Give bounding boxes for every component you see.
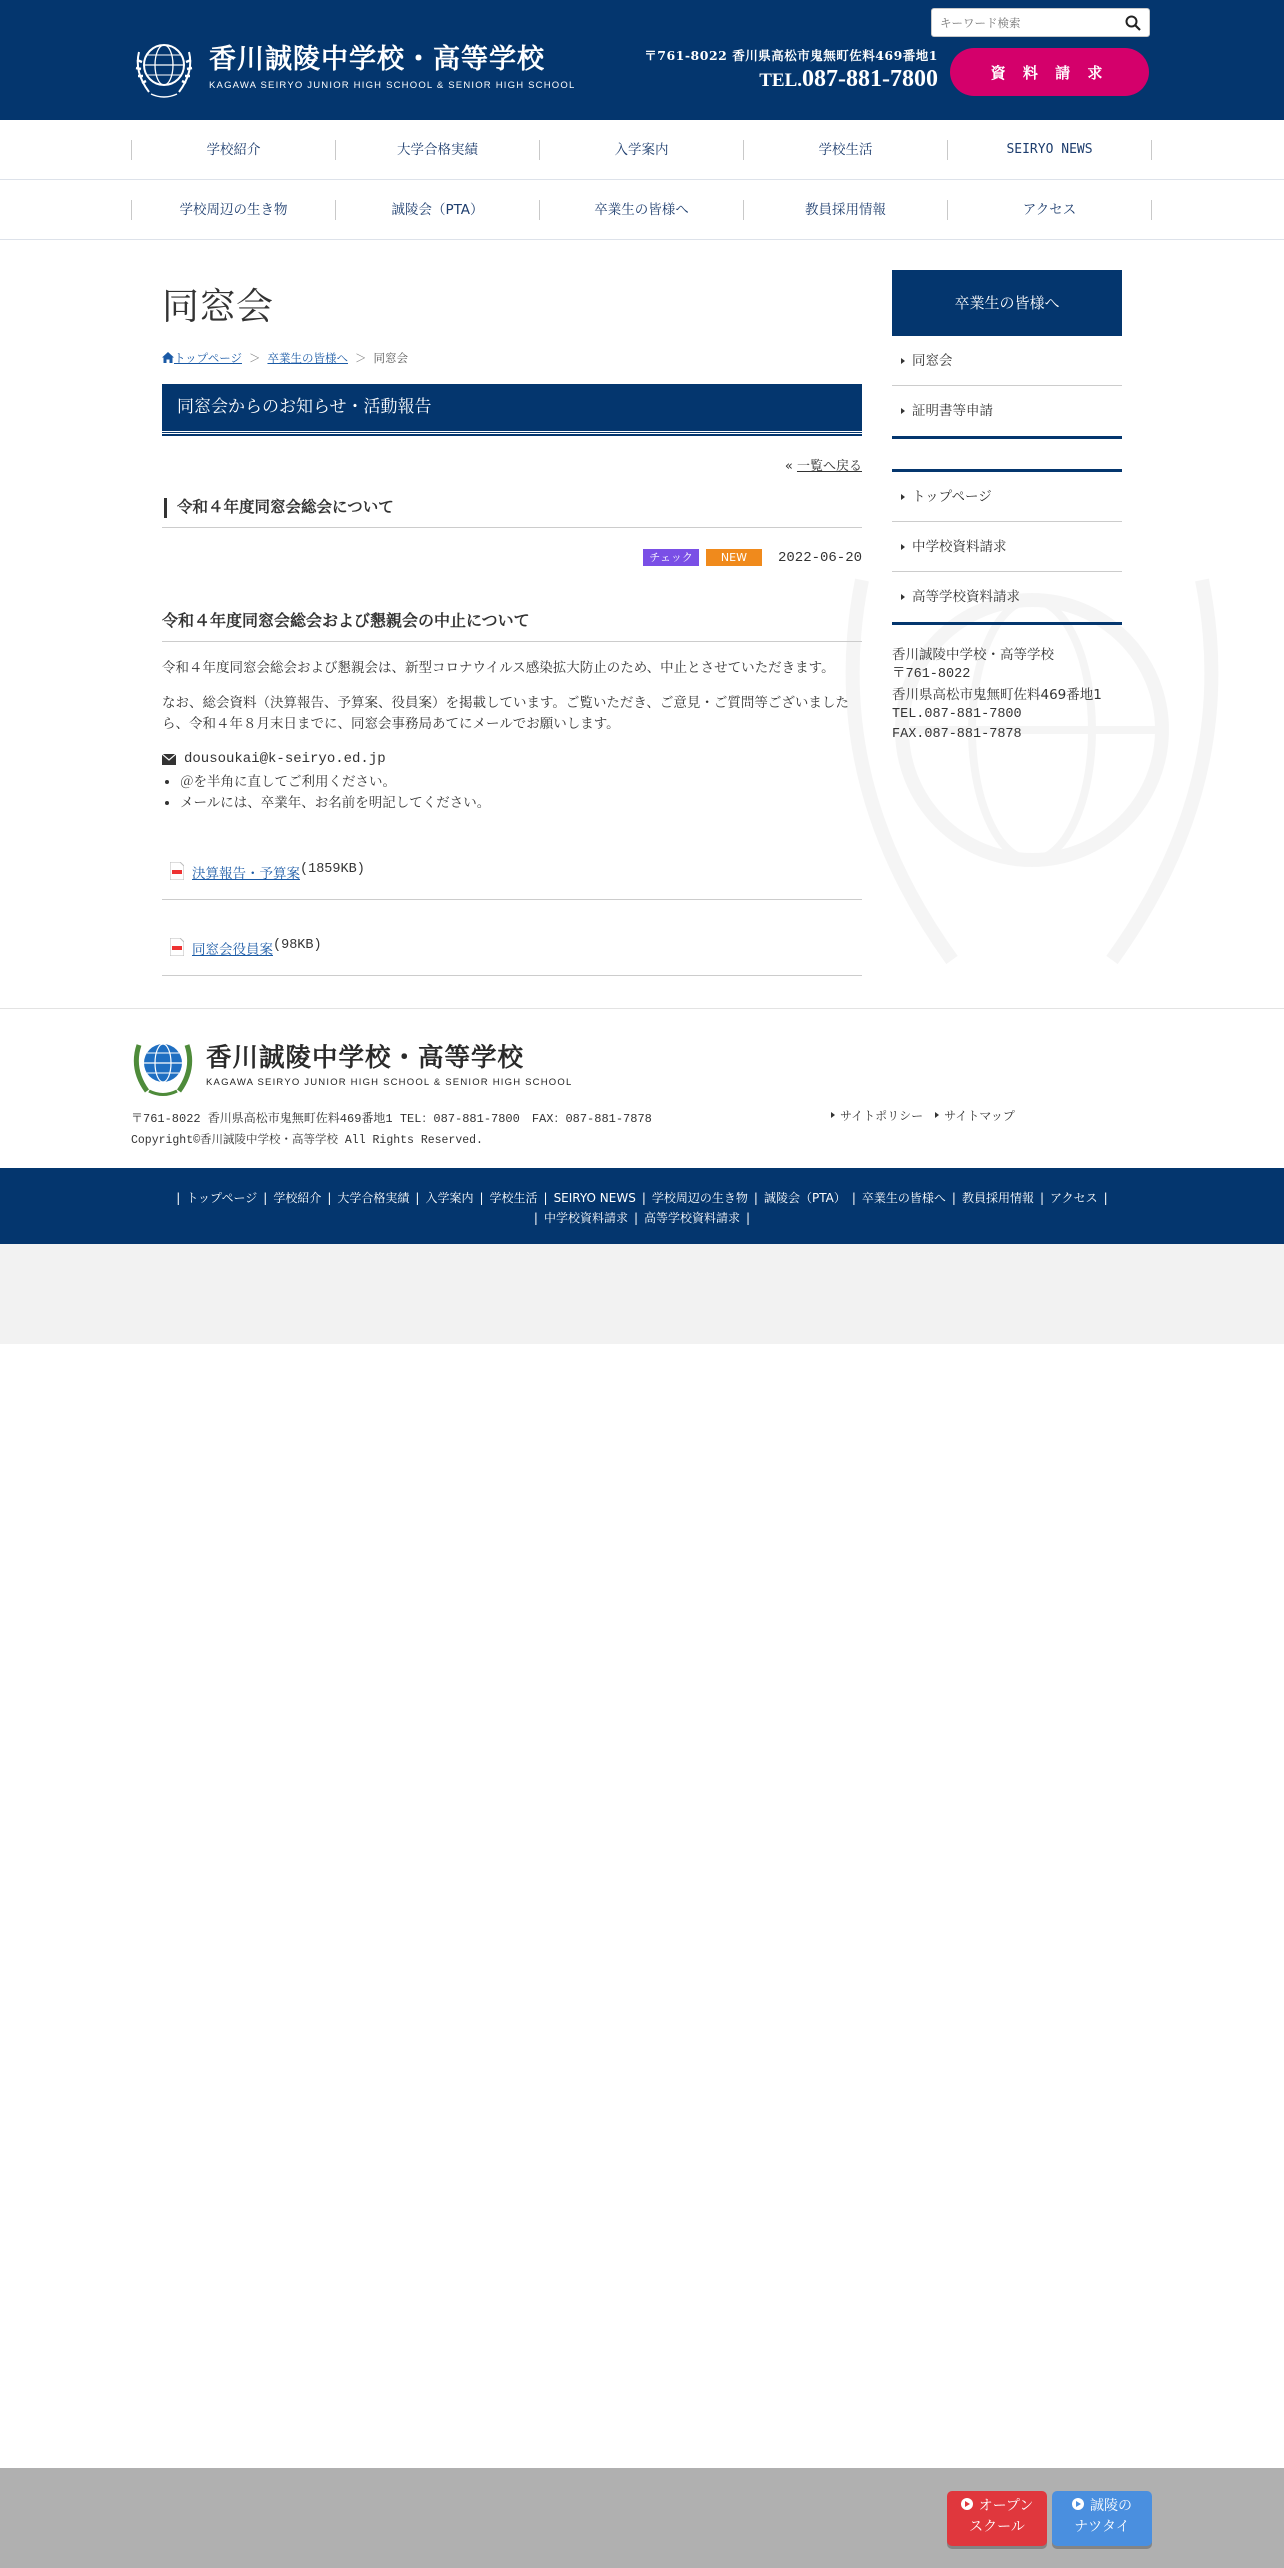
article-meta	[636, 549, 862, 566]
footer-nav-item[interactable]: 学校生活	[489, 1191, 538, 1205]
nav-separator: |	[263, 1191, 268, 1205]
article-subheading: 令和４年度同窓会総会および懇親会の中止について	[162, 608, 862, 642]
back-to-list-link[interactable]: 一覧へ戻る	[796, 459, 862, 474]
nav-separator: |	[533, 1211, 538, 1225]
nav-item-admission[interactable]: 入学案内	[539, 140, 743, 160]
contact-email	[162, 749, 862, 770]
sidebar-item-alumni-association[interactable]: 同窓会	[892, 336, 1122, 386]
open-school-button[interactable]	[947, 2491, 1047, 2546]
school-emblem-icon	[131, 1031, 195, 1099]
nav-item-recruitment[interactable]: 教員採用情報	[743, 200, 947, 220]
footer-nav	[0, 1168, 1284, 1244]
back-arrow-icon: «	[784, 459, 793, 474]
footer-nav-item[interactable]: 誠陵会（PTA）	[763, 1191, 846, 1205]
sidebar-list-links	[892, 469, 1122, 625]
footer-links	[831, 1107, 1027, 1124]
tel-prefix: TEL.	[759, 70, 803, 91]
play-circle-icon	[961, 2498, 973, 2510]
nav-item-creatures[interactable]: 学校周辺の生き物	[131, 200, 335, 220]
nav-separator: |	[327, 1191, 332, 1205]
footer-nav-item[interactable]: 教員採用情報	[961, 1191, 1034, 1205]
school-name: 香川誠陵中学校・高等学校	[209, 43, 545, 75]
section-heading: 同窓会からのお知らせ・活動報告	[162, 384, 862, 434]
nav-item-school-life[interactable]: 学校生活	[743, 140, 947, 160]
global-nav-row2	[0, 180, 1284, 240]
attachment-link-officers[interactable]: 同窓会役員案	[192, 942, 273, 958]
envelope-icon	[162, 754, 176, 765]
sitemap-link[interactable]: サイトマップ	[935, 1107, 1015, 1124]
school-name-en: KAGAWA SEIRYO JUNIOR HIGH SCHOOL & SENIOR HIGH SCHOOL	[209, 79, 576, 91]
info-tel: TEL.087-881-7800	[892, 707, 1022, 722]
footer-address: 〒761-8022 香川県高松市鬼無町佐料469番地1 TEL：087-881-7800 FAX：087-881-7878	[131, 1112, 652, 1126]
nav-separator: |	[641, 1191, 646, 1205]
nav-separator: |	[1039, 1191, 1044, 1205]
breadcrumb-alumni[interactable]: 卒業生の皆様へ	[267, 351, 348, 365]
nav-item-alumni[interactable]: 卒業生の皆様へ	[539, 200, 743, 220]
nav-separator: |	[851, 1191, 856, 1205]
sidebar-item-hs-request[interactable]: 高等学校資料請求	[892, 572, 1122, 622]
nav-item-seiryo-news[interactable]: SEIRYO NEWS	[947, 140, 1152, 160]
search-icon[interactable]	[1125, 15, 1141, 31]
attachment-item	[162, 938, 862, 976]
open-school-label-1: オープン	[978, 2498, 1034, 2514]
sidebar-item-certificates[interactable]: 証明書等申請	[892, 386, 1122, 436]
home-icon	[162, 352, 174, 363]
paragraph-materials: なお、総会資料（決算報告、予算案、役員案）を掲載しています。ご覧いただき、ご意見・ご質問等ございましたら、令和４年８月末日までに、同窓会事務局あてにメールでお願いします。	[162, 695, 849, 732]
site-footer	[0, 1008, 1284, 1168]
footer-nav-item[interactable]: 卒業生の皆様へ	[861, 1191, 946, 1205]
footer-nav-item[interactable]: 入学案内	[425, 1191, 474, 1205]
check-badge: チェック	[643, 549, 699, 566]
attachment-size: (98KB)	[273, 938, 322, 953]
attachment-link-budget[interactable]: 決算報告・予算案	[192, 866, 300, 882]
site-header	[0, 0, 1284, 120]
footer-nav-item[interactable]: 学校紹介	[273, 1191, 322, 1205]
footer-school-name-en: KAGAWA SEIRYO JUNIOR HIGH SCHOOL & SENIOR HIGH SCHOOL	[206, 1076, 573, 1088]
breadcrumb-current: 同窓会	[373, 351, 408, 365]
nav-separator: |	[753, 1191, 758, 1205]
new-badge: NEW	[706, 549, 762, 566]
footer-nav-row1	[0, 1188, 1284, 1208]
footer-nav-item[interactable]: SEIRYO NEWS	[553, 1191, 636, 1205]
footer-nav-item[interactable]: アクセス	[1050, 1191, 1098, 1205]
search-input[interactable]	[932, 9, 1112, 36]
footer-nav-item[interactable]: 学校周辺の生き物	[651, 1191, 748, 1205]
attachment-item	[162, 862, 862, 900]
search-box	[931, 8, 1150, 37]
copyright: Copyright©香川誠陵中学校・高等学校 All Rights Reserved.	[131, 1134, 483, 1147]
play-circle-icon	[1072, 2498, 1084, 2510]
email-notes	[180, 772, 862, 814]
footer-nav-item[interactable]: 大学合格実績	[337, 1191, 410, 1205]
email-address: dousoukai@k-seiryo.ed.jp	[184, 751, 386, 767]
nav-separator: |	[176, 1191, 181, 1205]
email-note: • メールには、卒業年、お名前を明記してください。	[180, 793, 862, 814]
footer-nav-item[interactable]: 中学校資料請求	[543, 1211, 628, 1225]
breadcrumb-home[interactable]: トップページ	[174, 351, 242, 365]
site-policy-link[interactable]: サイトポリシー	[831, 1107, 923, 1124]
header-address: 〒761-8022 香川県高松市鬼無町佐料469番地1	[644, 48, 938, 63]
document-request-button[interactable]: 資 料 請 求	[950, 48, 1149, 96]
sidebar-item-top[interactable]: トップページ	[892, 472, 1122, 522]
nav-separator: |	[633, 1211, 639, 1225]
attachment-size: (1859KB)	[300, 862, 365, 877]
article-title: 令和４年度同窓会総会について	[162, 494, 862, 528]
navi-button[interactable]	[1052, 2491, 1152, 2546]
nav-separator: |	[415, 1191, 420, 1205]
pdf-icon	[170, 862, 184, 880]
footer-school-name: 香川誠陵中学校・高等学校	[206, 1042, 525, 1073]
nav-separator: |	[951, 1191, 956, 1205]
navi-label-2: ナツタイ	[1074, 2519, 1130, 2535]
footer-nav-row2	[0, 1208, 1284, 1228]
article-body	[162, 658, 862, 814]
paragraph-cancel: 令和４年度同窓会総会および懇親会は、新型コロナウイルス感染拡大防止のため、中止とさせていただきます。	[162, 660, 835, 676]
footer-logo[interactable]	[131, 1031, 572, 1099]
nav-item-university-results[interactable]: 大学合格実績	[335, 140, 539, 160]
back-to-list	[785, 455, 862, 474]
breadcrumb	[162, 350, 408, 366]
school-logo[interactable]	[131, 31, 575, 103]
nav-separator: |	[543, 1191, 548, 1205]
footer-nav-item[interactable]: トップページ	[186, 1191, 258, 1205]
sidebar	[892, 270, 1122, 745]
info-school-name: 香川誠陵中学校・高等学校	[892, 647, 1054, 663]
nav-separator: |	[746, 1211, 751, 1225]
sidebar-heading: 卒業生の皆様へ	[892, 270, 1122, 336]
footer-nav-item[interactable]: 高等学校資料請求	[644, 1211, 741, 1225]
info-fax: FAX.087-881-7878	[892, 727, 1022, 742]
breadcrumb-separator: ＞	[354, 351, 367, 365]
pdf-icon	[170, 938, 184, 956]
sidebar-contact-info	[892, 645, 1122, 745]
info-postal: 〒761-8022	[892, 667, 971, 682]
sidebar-item-jhs-request[interactable]: 中学校資料請求	[892, 522, 1122, 572]
email-note: • ＠を半角に直してご利用ください。	[180, 772, 862, 793]
gray-band	[0, 1244, 1284, 1344]
info-address: 香川県高松市鬼無町佐料469番地1	[892, 687, 1102, 703]
sidebar-list-alumni	[892, 336, 1122, 439]
nav-item-school-intro[interactable]: 学校紹介	[131, 140, 335, 160]
breadcrumb-separator: ＞	[248, 351, 261, 365]
nav-separator: |	[479, 1191, 484, 1205]
tel-number: 087-881-7800	[802, 66, 938, 92]
school-emblem-icon	[131, 32, 197, 102]
nav-item-pta[interactable]: 誠陵会（PTA）	[335, 200, 539, 220]
open-school-label-2: スクール	[969, 2519, 1025, 2535]
navi-label-1: 誠陵の	[1090, 2498, 1132, 2514]
global-nav-row1	[0, 120, 1284, 180]
article-date: 2022-06-20	[777, 549, 862, 566]
header-tel	[600, 66, 938, 93]
nav-item-access[interactable]: アクセス	[947, 200, 1152, 220]
nav-separator: |	[1103, 1191, 1108, 1205]
page-title: 同窓会	[162, 285, 273, 328]
